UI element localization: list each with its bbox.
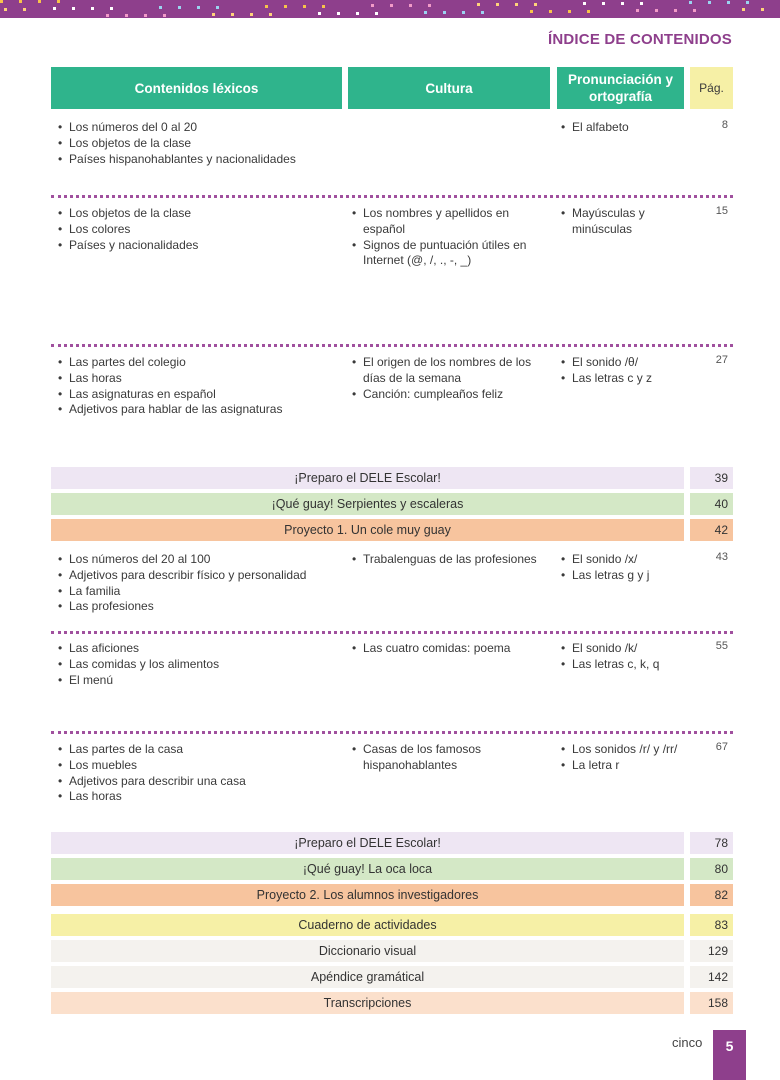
confetti-dot — [371, 4, 374, 7]
list-item: • Los colores — [56, 222, 336, 238]
header-cultura: Cultura — [348, 67, 550, 109]
pronunciacion-list — [559, 120, 679, 136]
list-item: • Las horas — [56, 789, 336, 805]
confetti-dot — [708, 1, 711, 4]
list-item: • Las aficiones — [56, 641, 336, 657]
confetti-dot — [742, 8, 745, 11]
confetti-dot — [303, 5, 306, 8]
confetti-dot — [477, 3, 480, 6]
confetti-dot — [530, 10, 533, 13]
section-band: Apéndice gramátical — [51, 966, 684, 988]
list-item: • Las letras g y j — [559, 568, 679, 584]
list-item: • La familia — [56, 584, 336, 600]
unit-separator — [51, 631, 733, 634]
section-band: Proyecto 2. Los alumnos investigadores — [51, 884, 684, 906]
section-band: Diccionario visual — [51, 940, 684, 962]
unit-separator — [51, 195, 733, 198]
section-band-page: 80 — [690, 858, 733, 880]
confetti-dot — [53, 7, 56, 10]
lexico-list — [56, 552, 336, 615]
confetti-dot — [4, 8, 7, 11]
page-number: 43 — [715, 551, 728, 563]
confetti-dot — [269, 13, 272, 16]
list-item: • Los objetos de la clase — [56, 136, 336, 152]
confetti-dot — [0, 0, 3, 3]
confetti-dot — [163, 14, 166, 17]
confetti-dot — [568, 10, 571, 13]
confetti-dot — [462, 11, 465, 14]
pronunciacion-list — [559, 742, 679, 774]
confetti-dot — [110, 7, 113, 10]
confetti-dot — [496, 3, 499, 6]
lexico-list — [56, 355, 336, 418]
pronunciacion-list — [559, 206, 679, 238]
section-band-page: 83 — [690, 914, 733, 936]
confetti-dot — [216, 6, 219, 9]
confetti-dot — [602, 2, 605, 5]
confetti-dot — [250, 13, 253, 16]
list-item: • Las profesiones — [56, 599, 336, 615]
confetti-dot — [549, 10, 552, 13]
section-band: ¡Preparo el DELE Escolar! — [51, 467, 684, 489]
confetti-dot — [19, 0, 22, 3]
confetti-dot — [159, 6, 162, 9]
confetti-dot — [265, 5, 268, 8]
page-number: 8 — [721, 119, 728, 131]
confetti-dot — [57, 0, 60, 3]
list-item: • Los objetos de la clase — [56, 206, 336, 222]
confetti-dot — [515, 3, 518, 6]
page-number: 55 — [715, 640, 728, 652]
section-band: Transcripciones — [51, 992, 684, 1014]
list-item: • Las letras c y z — [559, 371, 679, 387]
confetti-dot — [534, 3, 537, 6]
unit-separator — [51, 731, 733, 734]
pronunciacion-list — [559, 552, 679, 584]
section-band-page: 39 — [690, 467, 733, 489]
confetti-dot — [640, 2, 643, 5]
list-item: • Las horas — [56, 371, 336, 387]
confetti-dot — [178, 6, 181, 9]
list-item: • Los nombres y apellidos en español — [350, 206, 545, 238]
confetti-dot — [443, 11, 446, 14]
page-number: 67 — [715, 741, 728, 753]
list-item: • Adjetivos para hablar de las asignaturas — [56, 402, 336, 418]
cultura-list — [350, 742, 545, 774]
list-item: • Las partes del colegio — [56, 355, 336, 371]
confetti-dot — [375, 12, 378, 15]
confetti-dot — [693, 9, 696, 12]
confetti-dot — [106, 14, 109, 17]
cultura-list — [350, 552, 545, 568]
section-band-page: 42 — [690, 519, 733, 541]
list-item: • Los sonidos /r/ y /rr/ — [559, 742, 679, 758]
list-item: • El alfabeto — [559, 120, 679, 136]
confetti-dot — [621, 2, 624, 5]
section-band-page: 142 — [690, 966, 733, 988]
list-item: • Las asignaturas en español — [56, 387, 336, 403]
confetti-dot — [231, 13, 234, 16]
confetti-dot — [318, 12, 321, 15]
header-pagina: Pág. — [690, 67, 733, 109]
list-item: • Mayúsculas y minúsculas — [559, 206, 679, 238]
list-item: • El origen de los nombres de los días de la semana — [350, 355, 545, 387]
page-number-word: cinco — [672, 1035, 703, 1050]
section-band-page: 78 — [690, 832, 733, 854]
list-item: • Canción: cumpleaños feliz — [350, 387, 545, 403]
pronunciacion-list — [559, 355, 679, 387]
lexico-list — [56, 641, 336, 688]
list-item: • Trabalenguas de las profesiones — [350, 552, 545, 568]
confetti-dot — [38, 0, 41, 3]
unit-separator — [51, 344, 733, 347]
confetti-dot — [689, 1, 692, 4]
list-item: • Casas de los famosos hispanohablantes — [350, 742, 545, 774]
confetti-dot — [587, 10, 590, 13]
lexico-list — [56, 120, 336, 167]
confetti-dot — [424, 11, 427, 14]
confetti-dot — [337, 12, 340, 15]
confetti-dot — [72, 7, 75, 10]
list-item: • Los números del 20 al 100 — [56, 552, 336, 568]
confetti-dot — [409, 4, 412, 7]
section-band-page: 40 — [690, 493, 733, 515]
section-band: Cuaderno de actividades — [51, 914, 684, 936]
confetti-dot — [636, 9, 639, 12]
list-item: • La letra r — [559, 758, 679, 774]
page-number: 27 — [715, 354, 728, 366]
page-title: ÍNDICE DE CONTENIDOS — [547, 31, 732, 48]
confetti-dot — [655, 9, 658, 12]
section-band: ¡Qué guay! Serpientes y escaleras — [51, 493, 684, 515]
confetti-dot — [583, 2, 586, 5]
pronunciacion-list — [559, 641, 679, 673]
list-item: • Signos de puntuación útiles en Internet (@, /, ., -, _) — [350, 238, 545, 270]
confetti-dot — [322, 5, 325, 8]
confetti-dot — [428, 4, 431, 7]
list-item: • Países y nacionalidades — [56, 238, 336, 254]
lexico-list — [56, 206, 336, 253]
page-number-box: 5 — [713, 1030, 746, 1080]
confetti-dot — [144, 14, 147, 17]
list-item: • Las letras c, k, q — [559, 657, 679, 673]
section-band-page: 82 — [690, 884, 733, 906]
decorative-top-band — [0, 0, 780, 18]
confetti-dot — [23, 8, 26, 11]
confetti-dot — [390, 4, 393, 7]
cultura-list — [350, 355, 545, 402]
list-item: • El sonido /θ/ — [559, 355, 679, 371]
list-item: • Las cuatro comidas: poema — [350, 641, 545, 657]
list-item: • Las comidas y los alimentos — [56, 657, 336, 673]
list-item: • Adjetivos para describir una casa — [56, 774, 336, 790]
confetti-dot — [356, 12, 359, 15]
confetti-dot — [212, 13, 215, 16]
confetti-dot — [727, 1, 730, 4]
confetti-dot — [674, 9, 677, 12]
list-item: • El menú — [56, 673, 336, 689]
lexico-list — [56, 742, 336, 805]
confetti-dot — [746, 1, 749, 4]
confetti-dot — [91, 7, 94, 10]
list-item: • El sonido /k/ — [559, 641, 679, 657]
confetti-dot — [284, 5, 287, 8]
header-pronunciacion: Pronunciación y ortografía — [557, 67, 684, 109]
list-item: • El sonido /x/ — [559, 552, 679, 568]
list-item: • Países hispanohablantes y nacionalidades — [56, 152, 336, 168]
section-band-page: 158 — [690, 992, 733, 1014]
cultura-list — [350, 641, 545, 657]
confetti-dot — [197, 6, 200, 9]
cultura-list — [350, 206, 545, 269]
header-lexico: Contenidos léxicos — [51, 67, 342, 109]
list-item: • Las partes de la casa — [56, 742, 336, 758]
list-item: • Los muebles — [56, 758, 336, 774]
section-band: ¡Preparo el DELE Escolar! — [51, 832, 684, 854]
confetti-dot — [481, 11, 484, 14]
page-number: 15 — [715, 205, 728, 217]
section-band: ¡Qué guay! La oca loca — [51, 858, 684, 880]
confetti-dot — [761, 8, 764, 11]
list-item: • Adjetivos para describir físico y personalidad — [56, 568, 336, 584]
section-band: Proyecto 1. Un cole muy guay — [51, 519, 684, 541]
section-band-page: 129 — [690, 940, 733, 962]
list-item: • Los números del 0 al 20 — [56, 120, 336, 136]
confetti-dot — [125, 14, 128, 17]
